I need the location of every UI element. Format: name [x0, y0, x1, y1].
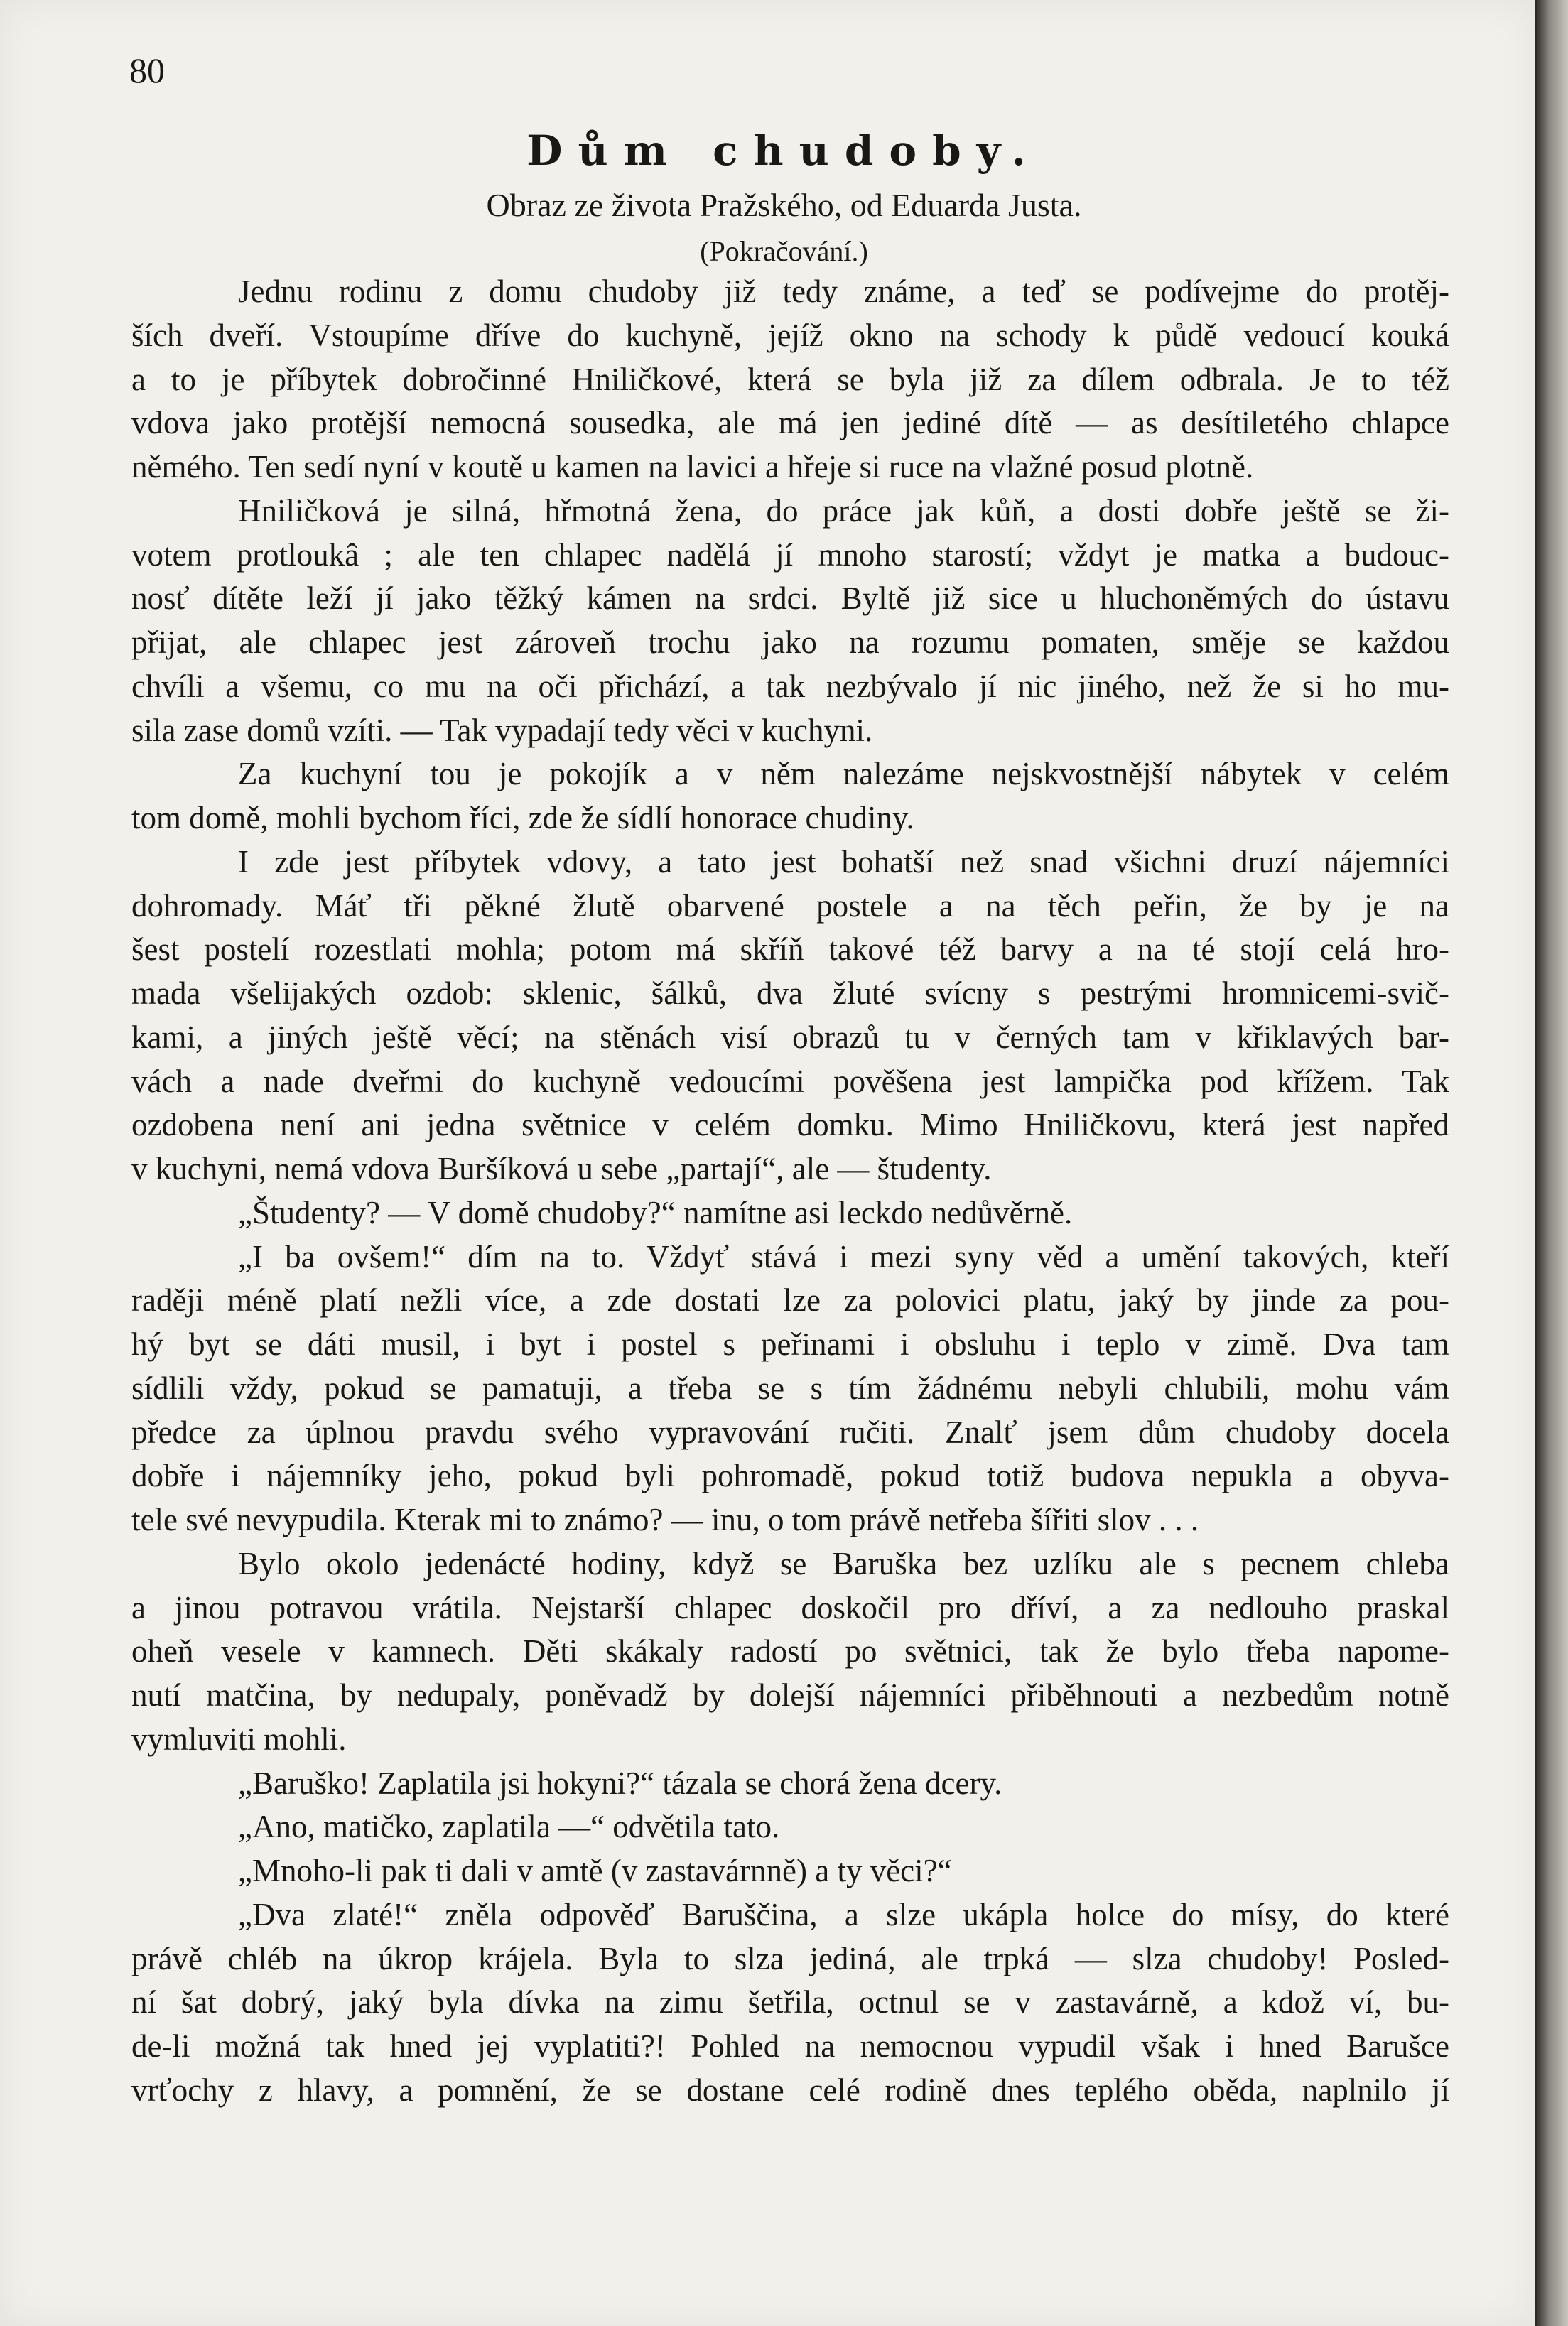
text-line: vdova jako protější nemocná sousedka, ale má jen jediné dítě — as desítiletého chlapce — [131, 405, 1449, 441]
page-edge-shadow — [1537, 0, 1568, 2326]
text-line: chvíli a všemu, co mu na oči přichází, a tak nezbývalo jí nic jiného, než že si ho mu- — [131, 668, 1449, 704]
text-line: „Mnoho-li pak ti dali v amtě (v zastavárnně) a ty věci?“ — [238, 1853, 952, 1888]
text-line: I zde jest příbytek vdovy, a tato jest bohatší než snad všichni druzí nájemníci — [238, 843, 1449, 880]
text-line: Hniličková je silná, hřmotná žena, do práce jak kůň, a dosti dobře ještě se ži- — [238, 492, 1449, 529]
text-line: Bylo okolo jedenácté hodiny, když se Baruška bez uzlíku ale s pecnem chleba — [238, 1545, 1449, 1581]
text-line: kami, a jiných ještě věcí; na stěnách visí obrazů tu v černých tam v křiklavých bar- — [131, 1019, 1449, 1055]
text-line: „Ano, matičko, zaplatila —“ odvětila tato. — [238, 1809, 780, 1845]
article-title: Dům chudoby. — [526, 126, 1042, 175]
text-line: tele své nevypudila. Kterak mi to známo? — inu, o tom právě netřeba šířiti slov . . . — [131, 1502, 1199, 1537]
text-line: mada všelijakých ozdob: sklenic, šálků, dva žluté svícny s pestrými hromnicemi-svič- — [131, 975, 1449, 1011]
text-line: tom domě, mohli bychom říci, zde že sídlí honorace chudiny. — [131, 800, 914, 835]
text-line: „I ba ovšem!“ dím na to. Vždyť stává i mezi syny věd a umění takových, kteří — [238, 1238, 1449, 1275]
text-line: v kuchyni, nemá vdova Buršíková u sebe „partají“, ale — študenty. — [131, 1151, 992, 1186]
text-line: přijat, ale chlapec jest zároveň trochu jako na rozumu pomaten, směje se každou — [131, 624, 1449, 660]
text-line: šest postelí rozestlati mohla; potom má skříň takové též barvy a na té stojí celá hro- — [131, 931, 1449, 968]
text-line: „Dva zlaté!“ zněla odpověď Baruščina, a slze ukápla holce do mísy, do které — [238, 1896, 1449, 1932]
page-number: 80 — [129, 50, 165, 90]
text-line: de-li možná tak hned jej vyplatiti?! Pohled na nemocnou vypudil však i hned Barušce — [131, 2028, 1449, 2064]
text-line: ozdobena není ani jedna světnice v celém domku. Mimo Hniličkovu, která jest napřed — [131, 1107, 1449, 1143]
text-line: Jednu rodinu z domu chudoby již tedy známe, a teď se podívejme do protěj- — [238, 274, 1449, 309]
text-line: oheň vesele v kamnech. Děti skákaly radostí po světnici, tak že bylo třeba napome- — [131, 1633, 1449, 1670]
body-text — [131, 270, 1449, 2113]
text-line: „Študenty? — V domě chudoby?“ namítne asi leckdo nedůvěrně. — [238, 1194, 1073, 1230]
text-line: Za kuchyní tou je pokojík a v něm nalezáme nejskvostnější nábytek v celém — [238, 756, 1449, 792]
text-line: dobře i nájemníky jeho, pokud byli pohromadě, pokud totiž budova nepukla a obyva- — [131, 1458, 1449, 1494]
text-line: raději méně platí nežli více, a zde dostati lze za polovici platu, jaký by jinde za pou- — [131, 1282, 1449, 1319]
text-line: právě chléb na úkrop krájela. Byla to slza jediná, ale trpká — slza chudoby! Posled- — [131, 1940, 1449, 1976]
text-line: němého. Ten sedí nyní v koutě u kamen na lavici a hřeje si ruce na vlažné posud plotně. — [131, 449, 1254, 485]
text-line: ní šat dobrý, jaký byla dívka na zimu šetřila, octnul se v zastavárně, a kdož ví, bu- — [131, 1984, 1449, 2021]
text-line: nutí matčina, by nedupaly, poněvadž by dolejší nájemníci přiběhnouti a nezbedům notně — [131, 1677, 1449, 1713]
text-line: a jinou potravou vrátila. Nejstarší chlapec doskočil pro dříví, a za nedlouho praskal — [131, 1589, 1449, 1626]
text-line: hý byt se dáti musil, i byt i postel s peřinami i obsluhu i teplo v zimě. Dva tam — [131, 1326, 1449, 1362]
text-line: vách a nade dveřmi do kuchyně vedoucími pověšena jest lampička pod křížem. Tak — [131, 1063, 1449, 1099]
article-subtitle: Obraz ze života Pražského, od Eduarda Justa. — [486, 187, 1082, 223]
text-line: nosť dítěte leží jí jako těžký kámen na srdci. Byltě již sice u hluchoněmých do ústavu — [131, 580, 1449, 617]
text-line: sila zase domů vzíti. — Tak vypadají tedy věci v kuchyni. — [131, 712, 873, 748]
text-line: „Baruško! Zaplatila jsi hokyni?“ tázala se chorá žena dcery. — [238, 1765, 1002, 1801]
text-line: votem protloukâ ; ale ten chlapec nadělá jí mnoho starostí; vždyt je matka a budouc- — [131, 536, 1449, 573]
text-line: sídlili vždy, pokud se pamatuji, a třeba se s tím žádnému nebyli chlubili, mohu vám — [131, 1370, 1449, 1406]
continuation-note: (Pokračování.) — [700, 235, 868, 267]
text-line: vrťochy z hlavy, a pomnění, že se dostane celé rodině dnes teplého oběda, naplnilo jí — [131, 2072, 1449, 2108]
text-line: a to je příbytek dobročinné Hniličkové, která se byla již za dílem odbrala. Je to též — [131, 361, 1449, 397]
text-line: dohromady. Máť tři pěkné žlutě obarvené postele a na těch peřin, že by je na — [131, 887, 1449, 924]
text-line: ších dveří. Vstoupíme dříve do kuchyně, jejíž okno na schody k půdě vedoucí kouká — [131, 317, 1449, 353]
text-line: vymluviti mohli. — [131, 1721, 347, 1757]
text-line: předce za úplnou pravdu svého vypravování ručiti. Znalť jsem dům chudoby docela — [131, 1414, 1449, 1450]
